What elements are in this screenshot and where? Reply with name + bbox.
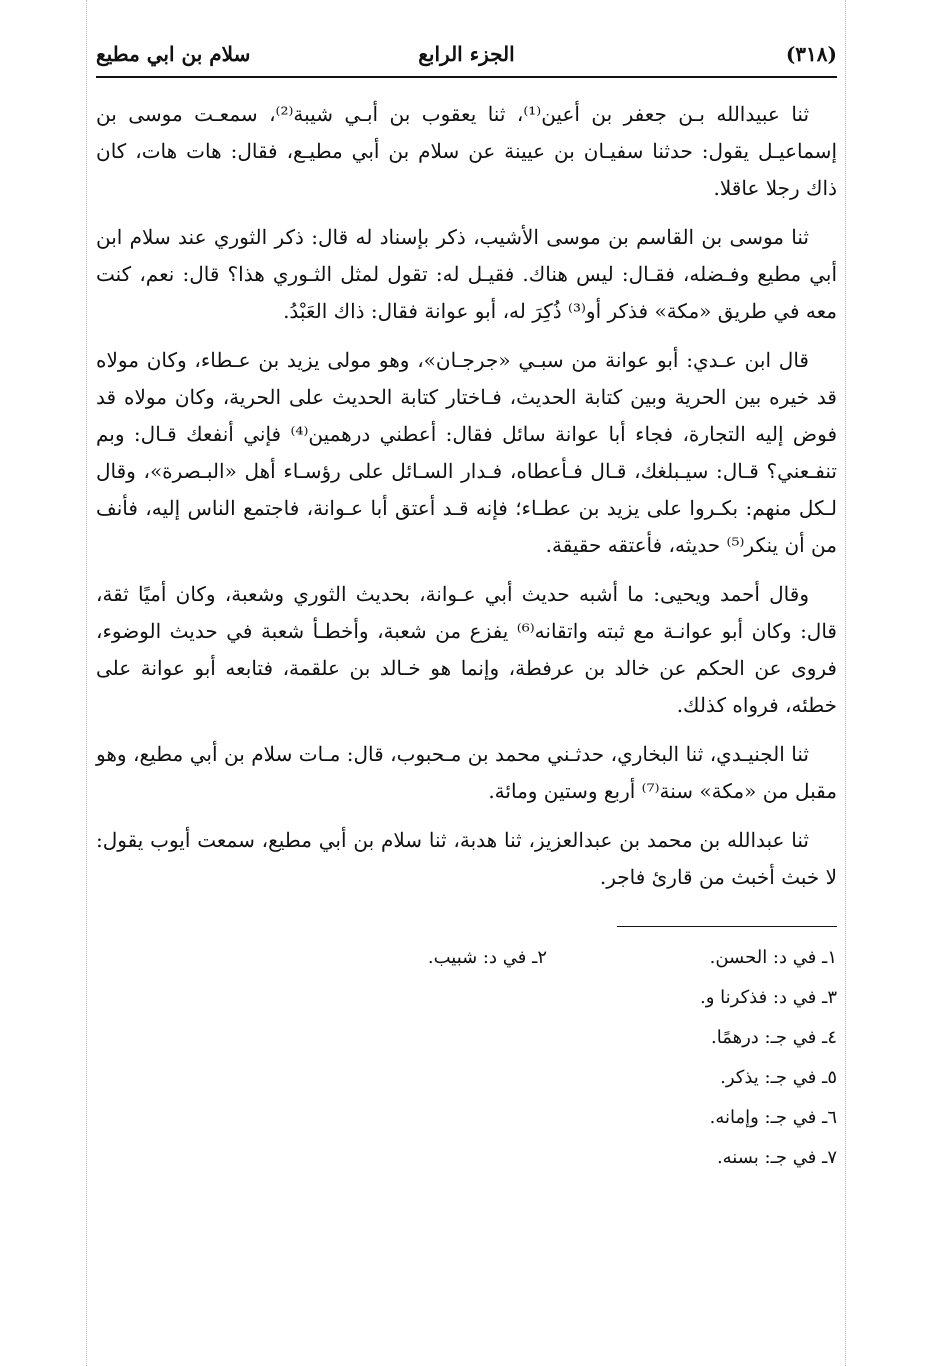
- part-title: الجزء الرابع: [418, 42, 515, 66]
- footnote-2: ٢ـ في د: شبيب.: [427, 946, 547, 968]
- paragraph: ثنا عبدالله بن محمد بن عبدالعزيز، ثنا هدبة، ثنا سلام بن أبي مطيع، سمعت أيوب يقول: لا خبث أخبث من قارئ فاجر.: [96, 828, 837, 889]
- scan-margin-right: [845, 0, 846, 1366]
- paragraph: وقال أحمد ويحيى: ما أشبه حديث أبي عـوانة، بحديث الثوري وشعبة، وكان أميًا ثقة، قال: وكان أبو عوانـة مع ثبته واتقانه⁽⁶⁾ يفزع من شعبة، وأخطـأ شعبة في حديث الوضوء، فروى عن الحكم عن خالد بن عرفطة، وإنما هو خـالد بن علقمة، فتابعه أبو عوانة على خطئه، فرواه كذلك.: [96, 582, 837, 717]
- paragraph: ثنا موسى بن القاسم بن موسى الأشيب، ذكر بإسناد له قال: ذكر الثوري عند سلام ابن أبي مطيع وفـضله، فقـال: ليس هناك. فقيـل له: تقول لمثل الثـوري هذا؟ قال: نعم، كنت معه في طريق «مكة» فذكر أو⁽³⁾ ذُكِرَ له، أبو عوانة فقال: ذاك العَبْدُ.: [96, 225, 837, 323]
- footnote-5: ٥ـ في جـ: يذكر.: [720, 1066, 837, 1088]
- footnote-4: ٤ـ في جـ: درهمًا.: [711, 1026, 837, 1048]
- footnote-1: ١ـ في د: الحسن.: [709, 946, 837, 968]
- paragraph: ثنا عبيدالله بـن جعفر بن أعين⁽¹⁾، ثنا يعقوب بن أبـي شيبة⁽²⁾، سمعـت موسى بن إسماعيـل يقول: حدثنا سفيـان بن عيينة عن سلام بن أبي مطيـع، فقال: هات هات، كان ذاك رجلا عاقلا.: [96, 102, 837, 200]
- footnote-row: [96, 937, 837, 977]
- footnote-row: [96, 1057, 837, 1097]
- page-number: (٣١٨): [785, 42, 837, 66]
- footnote-separator: [617, 926, 837, 927]
- footnote-6: ٦ـ في جـ: وإمانه.: [709, 1106, 837, 1128]
- footnote-3: ٣ـ في د: فذكرنا و.: [700, 986, 837, 1008]
- paragraph: قال ابن عـدي: أبو عوانة من سبـي «جرجـان»، وهو مولى يزيد بن عـطاء، وكان مولاه قد خيره بين الحرية وبين كتابة الحديث، فـاختار كتابة الحديث على الحرية، وكان مولاه قد فوض إليه التجارة، فجاء أبا عوانة سائل فقال: أعطني درهمين⁽⁴⁾ فإني أنفعك قـال: وبم تنفـعني؟ قـال: سيـبلغك، قـال فـأعطاه، فـدار السـائل على رؤسـاء أهل «البـصرة»، وقال لـكل منهم: بكـروا على يزيد بن عطـاء؛ فإنه قـد أعتق أبا عـوانة، فاجتمع الناس إليه، فأنف من أن ينكر⁽⁵⁾ حديثه، فأعتقه حقيقة.: [96, 348, 838, 557]
- footnote-7: ٧ـ في جـ: بسنه.: [716, 1146, 837, 1168]
- entry-title: سلام بن ابي مطيع: [96, 42, 251, 66]
- footnote-row: [96, 977, 837, 1017]
- footnote-row: [96, 1097, 837, 1137]
- scan-margin-left: [86, 0, 87, 1366]
- main-text: [96, 96, 837, 896]
- footnote-row: [96, 1017, 837, 1057]
- paragraph: ثنا الجنيـدي، ثنا البخاري، حدثـني محمد بن مـحبوب، قال: مـات سلام بن أبي مطيع، وهو مقبل من «مكة» سنة⁽⁷⁾ أربع وستين ومائة.: [96, 742, 837, 803]
- footnotes: [96, 937, 837, 1177]
- book-page: [96, 36, 837, 1177]
- footnote-row: [96, 1137, 837, 1177]
- running-header: [96, 36, 837, 78]
